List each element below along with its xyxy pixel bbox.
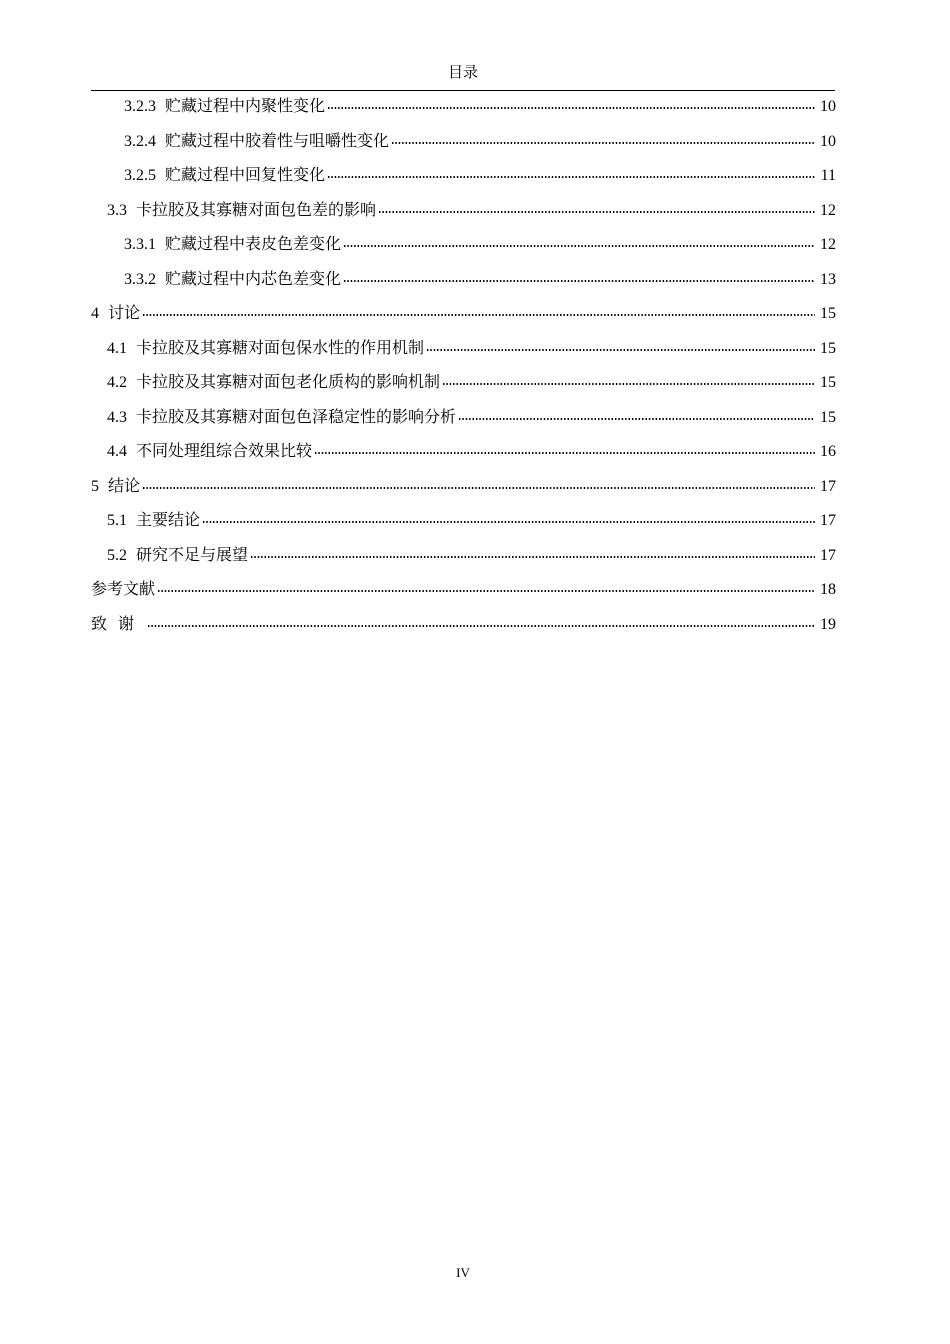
toc-entry-title: 致谢	[91, 615, 146, 633]
toc-entry[interactable]	[91, 129, 836, 164]
toc-entry-title: 贮藏过程中回复性变化	[165, 167, 326, 184]
toc-entry-page: 17	[820, 546, 836, 564]
toc-entry[interactable]	[91, 577, 836, 612]
toc-dot-leader	[314, 451, 815, 455]
toc-dot-leader	[147, 624, 815, 628]
toc-entry-page: 11	[820, 167, 836, 184]
toc-entry-title: 卡拉胶及其寡糖对面包色差的影响	[136, 201, 377, 219]
toc-entry-page: 19	[820, 615, 836, 633]
toc-entry[interactable]	[91, 336, 836, 371]
toc-entry-title: 贮藏过程中胶着性与咀嚼性变化	[165, 132, 390, 150]
toc-entry-page: 13	[820, 270, 836, 288]
toc-entry[interactable]	[91, 198, 836, 233]
toc-dot-leader	[458, 417, 815, 421]
toc-entry-page: 15	[820, 374, 836, 391]
toc-entry[interactable]	[91, 301, 836, 336]
toc-entry-page: 12	[820, 236, 836, 253]
toc-entry[interactable]	[91, 543, 836, 578]
toc-entry-title: 贮藏过程中内聚性变化	[165, 98, 326, 115]
toc-dot-leader	[391, 141, 815, 145]
toc-dot-leader	[343, 244, 815, 248]
toc-entry-title: 贮藏过程中内芯色差变化	[165, 270, 342, 288]
toc-entry-title: 卡拉胶及其寡糖对面包老化质构的影响机制	[136, 374, 441, 391]
toc-entry-page: 18	[820, 581, 836, 598]
toc-entry-number: 5.1	[107, 512, 127, 529]
toc-entry-number: 4.4	[107, 443, 127, 460]
toc-entry[interactable]	[91, 439, 836, 474]
toc-entry-number: 3.2.3	[124, 98, 156, 115]
toc-entry-title: 研究不足与展望	[136, 546, 249, 564]
toc-entry-title: 结论	[108, 477, 141, 495]
toc-entry-number: 5	[91, 477, 99, 495]
toc-entry-title: 卡拉胶及其寡糖对面包保水性的作用机制	[136, 339, 425, 357]
header-rule	[91, 90, 835, 91]
toc-dot-leader	[343, 279, 815, 283]
toc-entry-number: 3.2.4	[124, 132, 156, 150]
toc-dot-leader	[327, 106, 815, 110]
page-header-title: 目录	[447, 65, 478, 81]
toc-entry[interactable]	[91, 163, 836, 198]
toc-entry-page: 10	[820, 98, 836, 115]
toc-entry-title: 主要结论	[136, 512, 201, 529]
toc-entry-title: 卡拉胶及其寡糖对面包色泽稳定性的影响分析	[136, 408, 457, 426]
toc-dot-leader	[442, 382, 815, 386]
toc-entry-title: 贮藏过程中表皮色差变化	[165, 236, 342, 253]
toc-entry-page: 15	[820, 408, 836, 426]
toc-entry-title: 讨论	[108, 305, 141, 322]
toc-dot-leader	[157, 589, 815, 593]
toc-dot-leader	[142, 486, 815, 490]
toc-entry[interactable]	[91, 370, 836, 405]
toc-entry-number: 4.2	[107, 374, 127, 391]
toc-dot-leader	[327, 175, 815, 179]
toc-entry[interactable]	[91, 508, 836, 543]
toc-entry-number: 3.3.1	[124, 236, 156, 253]
toc-entry-page: 17	[820, 477, 836, 495]
toc-entry[interactable]	[91, 232, 836, 267]
toc-dot-leader	[378, 210, 815, 214]
toc-entry[interactable]	[91, 267, 836, 302]
toc-entry-page: 17	[820, 512, 836, 529]
toc-dot-leader	[250, 555, 815, 559]
toc-entry-page: 15	[820, 305, 836, 322]
table-of-contents	[91, 94, 836, 646]
toc-entry-number: 3.3	[107, 201, 127, 219]
toc-entry-page: 15	[820, 339, 836, 357]
toc-entry-number: 3.3.2	[124, 270, 156, 288]
toc-entry-page: 12	[820, 201, 836, 219]
toc-entry-page: 16	[820, 443, 836, 460]
toc-entry-title: 不同处理组综合效果比较	[136, 443, 313, 460]
toc-entry[interactable]	[91, 94, 836, 129]
toc-entry-number: 4	[91, 305, 99, 322]
toc-entry-number: 5.2	[107, 546, 127, 564]
toc-entry-number: 4.1	[107, 339, 127, 357]
page-number: IV	[456, 1265, 470, 1280]
toc-entry-page: 10	[820, 132, 836, 150]
toc-dot-leader	[426, 348, 815, 352]
toc-dot-leader	[202, 520, 815, 524]
toc-dot-leader	[142, 313, 815, 317]
toc-entry[interactable]	[91, 405, 836, 440]
toc-entry-number: 4.3	[107, 408, 127, 426]
toc-entry-title: 参考文献	[91, 581, 156, 598]
toc-entry[interactable]	[91, 612, 836, 647]
toc-entry-number: 3.2.5	[124, 167, 156, 184]
toc-entry[interactable]	[91, 474, 836, 509]
